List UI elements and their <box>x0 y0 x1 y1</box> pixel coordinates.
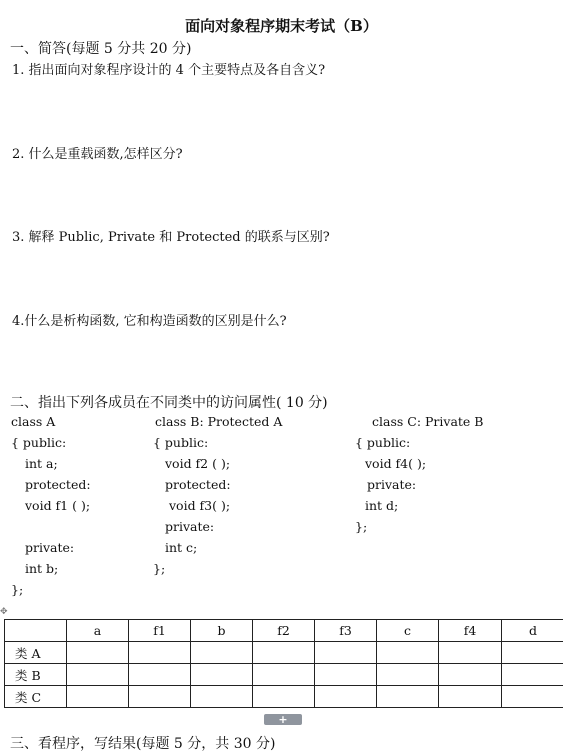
header-cell: f2 <box>253 620 315 642</box>
table-cell[interactable] <box>191 686 253 708</box>
code-line: }; <box>11 579 91 600</box>
code-line: private: <box>153 516 282 537</box>
access-attribute-table <box>4 619 563 708</box>
code-line: class B: Protected A <box>153 411 282 432</box>
table-row <box>5 642 563 664</box>
table-cell[interactable] <box>439 642 502 664</box>
section-3-heading: 三、看程序，写结果(每题 5 分，共 30 分) <box>10 733 275 753</box>
code-line: int d; <box>355 495 483 516</box>
table-cell[interactable] <box>253 664 315 686</box>
code-line: }; <box>153 558 282 579</box>
table-move-anchor-icon[interactable]: ✥ <box>0 607 8 617</box>
table-cell[interactable] <box>67 642 129 664</box>
code-line: class A <box>11 411 91 432</box>
table-cell[interactable] <box>67 686 129 708</box>
table-cell[interactable] <box>315 664 377 686</box>
header-cell: f4 <box>439 620 502 642</box>
class-b-code <box>153 411 282 579</box>
table-cell[interactable] <box>502 686 563 708</box>
code-line: private: <box>11 537 91 558</box>
header-cell <box>5 620 67 642</box>
code-line: int a; <box>11 453 91 474</box>
code-line: { public: <box>11 432 91 453</box>
section-1-heading: 一、简答(每题 5 分共 20 分) <box>10 38 191 58</box>
table-cell[interactable] <box>377 686 439 708</box>
table-cell[interactable] <box>439 664 502 686</box>
table-cell[interactable] <box>129 686 191 708</box>
code-line: void f4( ); <box>355 453 483 474</box>
class-a-code <box>11 411 91 600</box>
question-3: 3. 解释 Public, Private 和 Protected 的联系与区别? <box>12 226 330 245</box>
table-cell[interactable] <box>377 664 439 686</box>
code-line: { public: <box>153 432 282 453</box>
header-cell: a <box>67 620 129 642</box>
table-cell[interactable] <box>502 642 563 664</box>
code-line: protected: <box>11 474 91 495</box>
section-2-heading: 二、指出下列各成员在不同类中的访问属性( 10 分) <box>10 392 328 412</box>
row-label: 类 B <box>5 664 67 686</box>
question-4: 4.什么是析构函数, 它和构造函数的区别是什么? <box>12 310 287 329</box>
table-cell[interactable] <box>439 686 502 708</box>
code-line: }; <box>355 516 483 537</box>
header-cell: f1 <box>129 620 191 642</box>
table-cell[interactable] <box>191 642 253 664</box>
header-cell: c <box>377 620 439 642</box>
page-title: 面向对象程序期末考试（B） <box>0 15 563 36</box>
table-row <box>5 686 563 708</box>
table-cell[interactable] <box>129 642 191 664</box>
header-cell: f3 <box>315 620 377 642</box>
code-line: { public: <box>355 432 483 453</box>
question-2: 2. 什么是重载函数,怎样区分? <box>12 143 183 162</box>
row-label: 类 C <box>5 686 67 708</box>
code-line: void f2 ( ); <box>153 453 282 474</box>
table-cell[interactable] <box>191 664 253 686</box>
table-cell[interactable] <box>315 642 377 664</box>
table-cell[interactable] <box>67 664 129 686</box>
code-line: protected: <box>153 474 282 495</box>
code-line: class C: Private B <box>355 411 483 432</box>
code-line: void f3( ); <box>153 495 282 516</box>
add-row-handle-icon[interactable]: + <box>264 714 302 725</box>
table-row <box>5 664 563 686</box>
row-label: 类 A <box>5 642 67 664</box>
table-cell[interactable] <box>253 686 315 708</box>
question-1: 1. 指出面向对象程序设计的 4 个主要特点及各自含义? <box>12 59 325 78</box>
class-c-code <box>355 411 483 537</box>
code-line: int b; <box>11 558 91 579</box>
table-cell[interactable] <box>315 686 377 708</box>
code-line <box>11 516 91 537</box>
table-cell[interactable] <box>377 642 439 664</box>
table-cell[interactable] <box>253 642 315 664</box>
table-cell[interactable] <box>129 664 191 686</box>
header-cell: d <box>502 620 563 642</box>
table-cell[interactable] <box>502 664 563 686</box>
code-line: void f1 ( ); <box>11 495 91 516</box>
table-header-row <box>5 620 563 642</box>
code-line: private: <box>355 474 483 495</box>
code-line: int c; <box>153 537 282 558</box>
header-cell: b <box>191 620 253 642</box>
